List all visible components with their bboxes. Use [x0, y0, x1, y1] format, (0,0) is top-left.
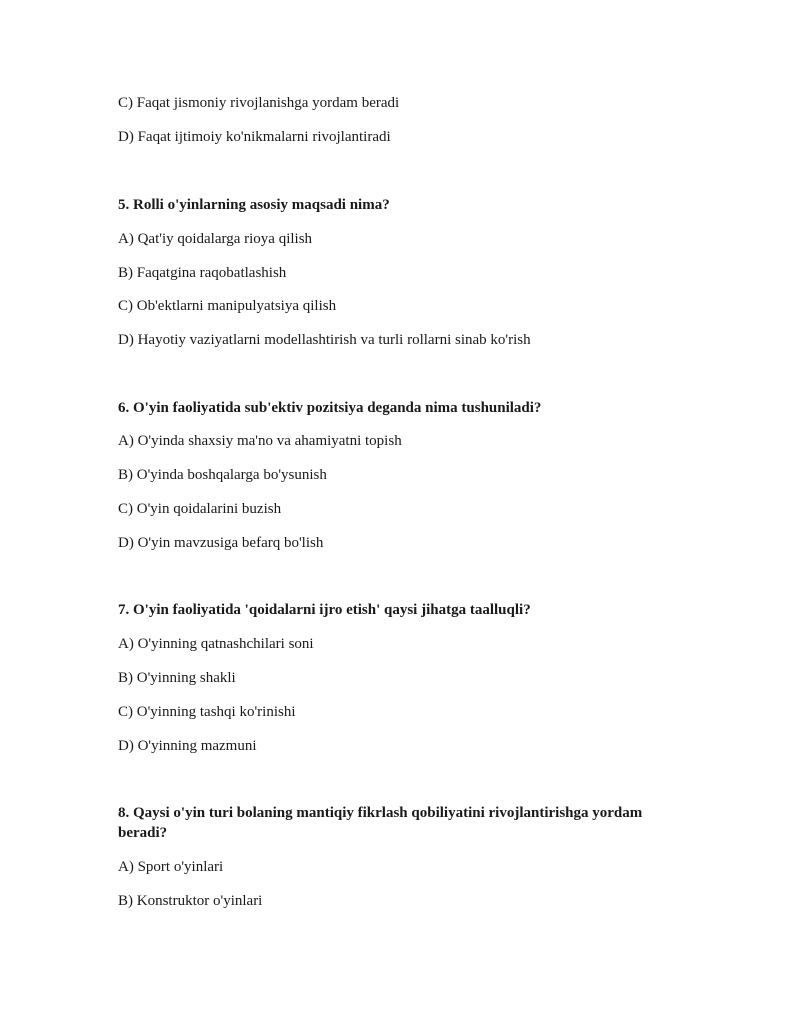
question-6-title: 6. O'yin faoliyatida sub'ektiv pozitsiya deganda nima tushuniladi? — [118, 400, 542, 416]
option-a: A) O'yinning qatnashchilari soni — [118, 636, 314, 652]
option-c: C) O'yinning tashqi ko'rinishi — [118, 704, 296, 720]
question-8-title: 8. Qaysi o'yin turi bolaning mantiqiy fikrlash qobiliyatini rivojlantirishga yordam beradi? — [118, 805, 643, 841]
option-a: A) Qat'iy qoidalarga rioya qilish — [118, 231, 313, 247]
option-c: C) O'yin qoidalarini buzish — [118, 501, 282, 517]
option-b: B) O'yinda boshqalarga bo'ysunish — [118, 467, 327, 483]
option-c: C) Faqat jismoniy rivojlanishga yordam beradi — [118, 95, 400, 111]
option-d: D) O'yin mavzusiga befarq bo'lish — [118, 535, 324, 551]
option-d: D) Hayotiy vaziyatlarni modellashtirish va turli rollarni sinab ko'rish — [118, 332, 531, 348]
option-a: A) O'yinda shaxsiy ma'no va ahamiyatni topish — [118, 433, 402, 449]
question-5-title: 5. Rolli o'yinlarning asosiy maqsadi nima? — [118, 197, 390, 213]
option-b: B) Konstruktor o'yinlari — [118, 893, 263, 909]
option-b: B) O'yinning shakli — [118, 670, 236, 686]
option-b: B) Faqatgina raqobatlashish — [118, 265, 287, 281]
option-c: C) Ob'ektlarni manipulyatsiya qilish — [118, 298, 337, 314]
option-d: D) Faqat ijtimoiy ko'nikmalarni rivojlantiradi — [118, 129, 391, 145]
question-7-title: 7. O'yin faoliyatida 'qoidalarni ijro etish' qaysi jihatga taalluqli? — [118, 602, 531, 618]
option-a: A) Sport o'yinlari — [118, 859, 224, 875]
option-d: D) O'yinning mazmuni — [118, 738, 257, 754]
